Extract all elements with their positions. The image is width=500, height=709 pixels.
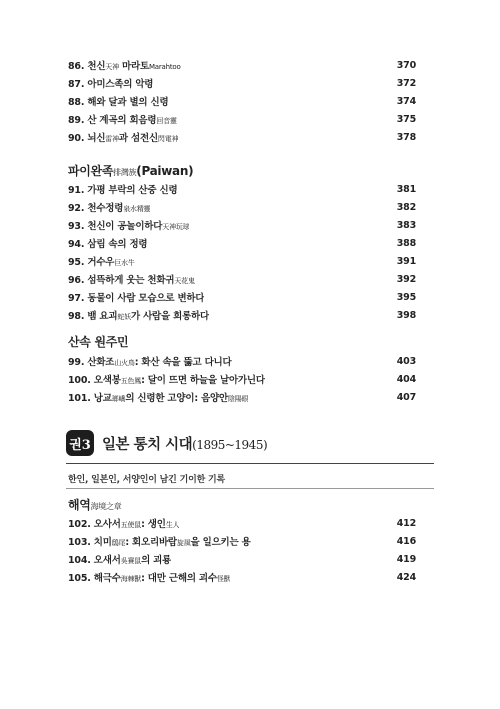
toc-entry[interactable] bbox=[68, 372, 416, 386]
divider bbox=[66, 488, 434, 489]
toc-entry[interactable] bbox=[68, 272, 416, 286]
entry-page: 391 bbox=[396, 255, 416, 267]
entry-page: 374 bbox=[396, 95, 416, 107]
section-heading-mountain: 산속 원주민 bbox=[68, 335, 129, 349]
toc-entry[interactable] bbox=[68, 236, 416, 250]
toc-entry[interactable] bbox=[68, 112, 416, 126]
toc-entry[interactable] bbox=[68, 308, 416, 322]
toc-entry[interactable] bbox=[68, 58, 416, 72]
entry-page: 383 bbox=[396, 219, 416, 231]
entry-page: 392 bbox=[396, 273, 416, 285]
entry-title: 104. 오새서吳賽鼠의 괴룡 bbox=[68, 555, 172, 566]
toc-entry[interactable] bbox=[68, 94, 416, 108]
toc-entry[interactable] bbox=[68, 254, 416, 268]
entry-title: 91. 가평 부락의 산중 신령 bbox=[68, 185, 178, 196]
entry-page: 404 bbox=[396, 373, 416, 385]
toc-entry[interactable] bbox=[68, 200, 416, 214]
entry-page: 398 bbox=[396, 309, 416, 321]
toc-entry[interactable] bbox=[68, 570, 416, 584]
entry-page: 412 bbox=[396, 517, 416, 529]
entry-page: 416 bbox=[396, 535, 416, 547]
entry-title: 96. 섬뜩하게 웃는 천화귀天花鬼 bbox=[68, 275, 195, 286]
entry-title: 93. 천신이 공놀이하다天神玩球 bbox=[68, 221, 190, 232]
toc-entry[interactable] bbox=[68, 76, 416, 90]
entry-title: 86. 천신天神 마라토Marahtoo bbox=[68, 61, 181, 72]
entry-title: 97. 동물이 사람 모습으로 변하다 bbox=[68, 293, 205, 304]
toc-entry[interactable] bbox=[68, 552, 416, 566]
divider bbox=[66, 463, 434, 464]
toc-entry[interactable] bbox=[68, 516, 416, 530]
entry-title: 99. 산화조山火鳥: 화산 속을 뚫고 다니다 bbox=[68, 357, 232, 368]
entry-title: 102. 오사서五使鼠: 생인生人 bbox=[68, 519, 180, 530]
toc-entry[interactable] bbox=[68, 130, 416, 144]
entry-title: 101. 낭교瑯嶠의 신령한 고양이: 음양안陰陽眼 bbox=[68, 393, 249, 404]
toc-entry[interactable] bbox=[68, 354, 416, 368]
entry-page: 424 bbox=[396, 571, 416, 583]
entry-page: 370 bbox=[396, 59, 416, 71]
volume-badge: 권3 bbox=[66, 430, 94, 456]
entry-page: 407 bbox=[396, 391, 416, 403]
entry-title: 103. 치미鴟尾: 회오리바람旋風을 일으키는 용 bbox=[68, 537, 251, 548]
toc-entry[interactable] bbox=[68, 534, 416, 548]
entry-page: 419 bbox=[396, 553, 416, 565]
entry-title: 92. 천수정령泉水精靈 bbox=[68, 203, 151, 214]
entry-page: 378 bbox=[396, 131, 416, 143]
entry-page: 375 bbox=[396, 113, 416, 125]
toc-entry[interactable] bbox=[68, 182, 416, 196]
entry-title: 100. 오색봉五色鳳: 달이 뜨면 하늘을 날아가닌다 bbox=[68, 375, 265, 386]
entry-title: 98. 뱀 요괴蛇妖가 사람을 희롱하다 bbox=[68, 311, 210, 322]
section-heading-sea: 해역海境之章 bbox=[68, 498, 122, 512]
volume-subtitle: 한인, 일본인, 서양인이 남긴 기이한 기록 bbox=[68, 475, 226, 485]
toc-entry[interactable] bbox=[68, 390, 416, 404]
entry-page: 388 bbox=[396, 237, 416, 249]
entry-page: 403 bbox=[396, 355, 416, 367]
entry-title: 105. 해극수海棘獸: 대만 근해의 괴수怪獸 bbox=[68, 573, 231, 584]
entry-title: 88. 해와 달과 별의 신령 bbox=[68, 97, 169, 108]
entry-title: 87. 아미스족의 악령 bbox=[68, 79, 154, 90]
toc-entry[interactable] bbox=[68, 290, 416, 304]
entry-page: 372 bbox=[396, 77, 416, 89]
entry-title: 94. 삼림 속의 정령 bbox=[68, 239, 148, 250]
section-heading-paiwan: 파이완족排灣族(Paiwan) bbox=[68, 164, 194, 178]
entry-title: 95. 거수우巨水牛 bbox=[68, 257, 135, 268]
entry-title: 89. 산 계곡의 회음령回音靈 bbox=[68, 115, 177, 126]
entry-page: 395 bbox=[396, 291, 416, 303]
entry-title: 90. 뇌신雷神과 섬전신閃電神 bbox=[68, 133, 179, 144]
volume-header bbox=[66, 430, 267, 456]
entry-page: 381 bbox=[396, 183, 416, 195]
entry-page: 382 bbox=[396, 201, 416, 213]
volume-title: 일본 통치 시대(1895~1945) bbox=[102, 435, 268, 453]
toc-entry[interactable] bbox=[68, 218, 416, 232]
